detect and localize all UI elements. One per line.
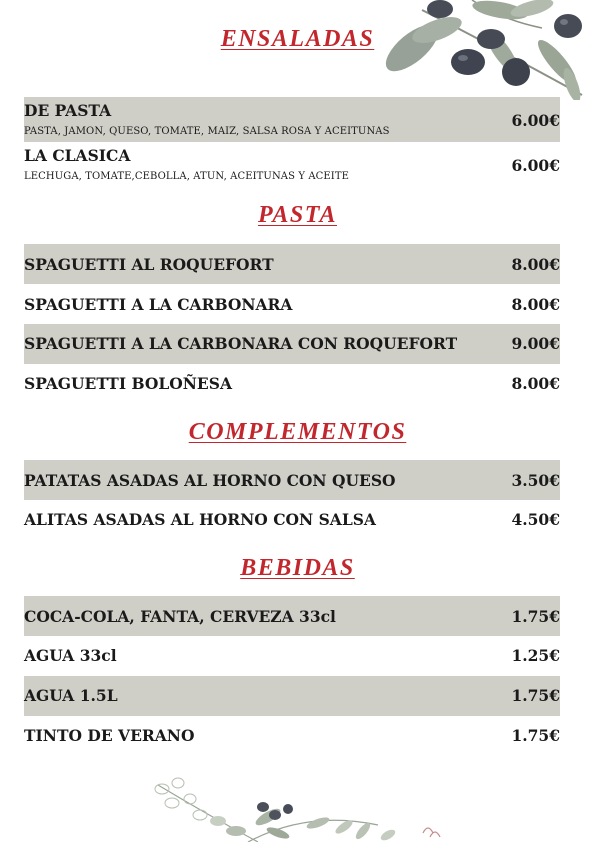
item-name: AGUA 1.5L [24, 686, 118, 705]
menu-item-row [24, 636, 560, 676]
menu-item-row [24, 97, 560, 142]
item-name: SPAGUETTI A LA CARBONARA [24, 295, 293, 314]
item-price: 3.50€ [511, 471, 560, 490]
item-price: 1.75€ [511, 686, 560, 705]
item-description: PASTA, JAMON, QUESO, TOMATE, MAIZ, SALSA ROSA Y ACEITUNAS [24, 126, 390, 137]
menu-item-row [24, 676, 560, 716]
item-price: 9.00€ [511, 334, 560, 353]
item-price: 8.00€ [511, 374, 560, 393]
menu-item-row [24, 596, 560, 636]
item-name: COCA-COLA, FANTA, CERVEZA 33cl [24, 607, 336, 626]
item-name: AGUA 33cl [24, 646, 117, 665]
item-description: LECHUGA, TOMATE,CEBOLLA, ATUN, ACEITUNAS Y ACEITE [24, 171, 350, 182]
section-title-complementos: COMPLEMENTOS [188, 419, 407, 445]
menu-item-row [24, 500, 560, 540]
section-title-ensaladas: ENSALADAS [220, 26, 375, 52]
item-price: 4.50€ [511, 510, 560, 529]
item-name: SPAGUETTI AL ROQUEFORT [24, 255, 274, 274]
item-name: ALITAS ASADAS AL HORNO CON SALSA [24, 510, 376, 529]
item-name: SPAGUETTI BOLOÑESA [24, 374, 232, 393]
leafy-branch-illustration [148, 775, 448, 842]
menu-item-row [24, 142, 560, 187]
menu-item-row [24, 460, 560, 500]
item-price: 1.75€ [511, 607, 560, 626]
item-price: 6.00€ [511, 111, 560, 130]
item-name: LA CLASICA [24, 146, 131, 165]
section-title-pasta: PASTA [257, 202, 338, 228]
menu-item-row [24, 244, 560, 284]
menu-item-row [24, 716, 560, 756]
item-name: SPAGUETTI A LA CARBONARA CON ROQUEFORT [24, 334, 458, 353]
item-price: 1.25€ [511, 646, 560, 665]
item-name: PATATAS ASADAS AL HORNO CON QUESO [24, 471, 396, 490]
item-name: DE PASTA [24, 101, 112, 120]
item-price: 8.00€ [511, 255, 560, 274]
menu-item-row [24, 324, 560, 364]
item-price: 6.00€ [511, 156, 560, 175]
item-name: TINTO DE VERANO [24, 726, 195, 745]
item-price: 8.00€ [511, 295, 560, 314]
item-price: 1.75€ [511, 726, 560, 745]
menu-item-row [24, 364, 560, 404]
section-title-bebidas: BEBIDAS [240, 555, 355, 581]
menu-item-row [24, 284, 560, 324]
